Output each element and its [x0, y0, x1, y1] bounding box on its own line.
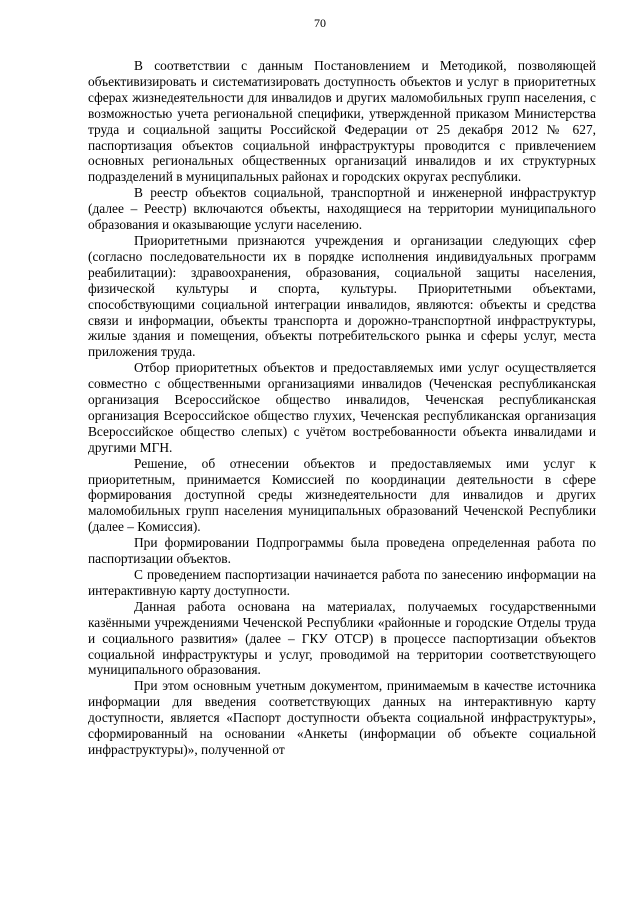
paragraph-2: В реестр объектов социальной, транспортной и инженерной инфраструктур (далее – Реестр) включаются объекты, находящиеся на территории муниципального образования и оказывающие услуги населению.	[88, 185, 596, 233]
page-number: 70	[314, 16, 326, 30]
paragraph-8: Данная работа основана на материалах, получаемых государственными казёнными учреждениями Чеченской Республики «районные и городские Отделы труда и социального развития» (далее – ГКУ ОТСР) в процессе паспортизации объектов социальной инфраструктуры и услуг, проводимой на территории соответствующего муниципального образования.	[88, 598, 596, 678]
paragraph-6: При формировании Подпрограммы была проведена определенная работа по паспортизации объектов.	[88, 535, 596, 567]
paragraph-7: С проведением паспортизации начинается работа по занесению информации на интерактивную карту доступности.	[88, 567, 596, 598]
paragraph-9: При этом основным учетным документом, принимаемым в качестве источника информации для введения соответствующих данных на интерактивную карту доступности, является «Паспорт доступности объекта социальной инфраструктуры», сформированный на основании «Анкеты (информации об объекте социальной инфраструктуры)», полученной от	[88, 678, 596, 757]
paragraph-5: Решение, об отнесении объектов и предоставляемых ими услуг к приоритетным, принимается Комиссией по координации деятельности в сфере формирования доступной среды жизнедеятельности для инвалидов и других маломобильных групп населения муниципальных образований Чеченской Республики (далее – Комиссия).	[88, 455, 596, 535]
paragraph-4: Отбор приоритетных объектов и предоставляемых ими услуг осуществляется совместно с общественными организациями инвалидов (Чеченская республиканская организация Всероссийское общество инвалидов, Чеченская республиканская организация Всероссийское общество глухих, Чеченская республиканская организация Всероссийское общество слепых) с учётом востребованности объекта инвалидами и другими МГН.	[88, 360, 596, 455]
paragraph-3: Приоритетными признаются учреждения и организации следующих сфер (согласно последовательности их в порядке исполнения индивидуальных программ реабилитации): здравоохранения, образования, социальной защиты населения, физической культуры и спорта, культуры. Приоритетными объектами, способствующими социальной интеграции инвалидов, являются: объекты и средства связи и информации, объекты транспорта и дорожно-транспортной инфраструктуры, жилые здания и помещения, объекты потребительского рынка и сферы услуг, места приложения труда.	[88, 232, 596, 360]
paragraph-1: В соответствии с данным Постановлением и Методикой, позволяющей объективизировать и систематизировать доступность объектов и услуг в приоритетных сферах жизнедеятельности для инвалидов и других маломобильных групп населения, с возможностью учета региональной специфики, утвержденной приказом Министерства труда и социальной защиты Российской Федерации от 25 декабря 2012 № 627, паспортизация объектов социальной инфраструктуры проводится с привлечением основных региональных общественных организаций инвалидов и их структурных подразделений в муниципальных районах и городских округах республики.	[88, 58, 596, 185]
